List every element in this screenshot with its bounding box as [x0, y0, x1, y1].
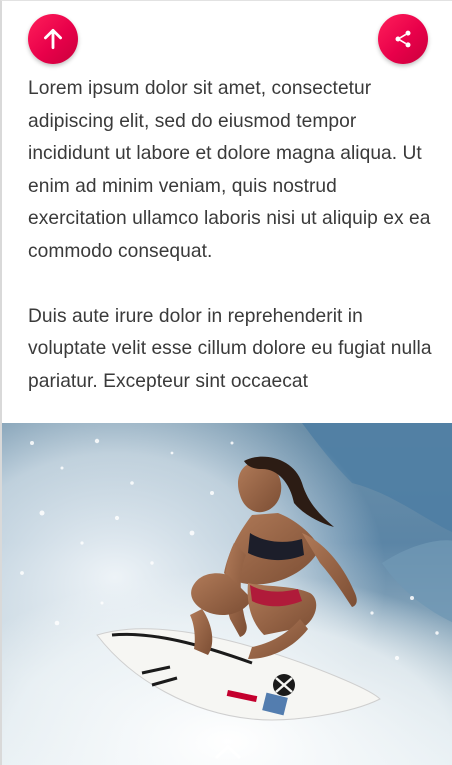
article-paragraph: Lorem ipsum dolor sit amet, consectetur adipiscing elit, sed do eiusmod tempor incididunt ut labore et dolore magna aliqua. Ut enim ad minim veniam, quis nostrud exercitation ullamco laboris nisi ut aliquip ex ea commodo consequat.: [28, 78, 431, 262]
scroll-to-top-button[interactable]: [28, 14, 78, 64]
article-paragraph: Duis aute irure dolor in reprehenderit in voluptate velit esse cillum dolore eu fugiat nulla pariatur. Excepteur sint occaecat: [28, 305, 432, 392]
chevron-up-icon[interactable]: [213, 742, 243, 760]
surfer-photo: [2, 423, 452, 765]
share-icon: [393, 29, 413, 49]
arrow-up-icon: [40, 26, 66, 52]
share-button[interactable]: [378, 14, 428, 64]
article-body: [28, 73, 432, 431]
